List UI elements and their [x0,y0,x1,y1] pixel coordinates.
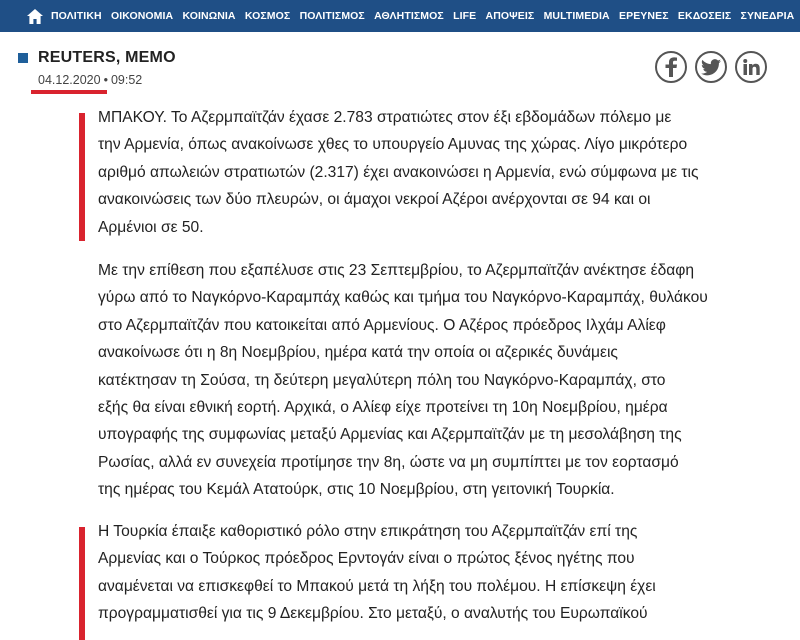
nav-item-athlitismos[interactable]: ΑΘΛΗΤΙΣΜΟΣ [374,10,444,22]
linkedin-icon [743,59,760,75]
paragraph-line: ανακοίνωσε ότι η 8η Νοεμβρίου, ημέρα κατά την οποία οι αζερικές δυνάμεις [98,344,618,362]
paragraph-line: Ρωσίας, αλλά εν συνεχεία προτίμησε την 8η, ώστε να μη συμπίπτει με τον εορτασμό [98,453,679,471]
nav-item-oikonomia[interactable]: ΟΙΚΟΝΟΜΙΑ [110,10,174,22]
home-icon[interactable] [27,8,43,24]
paragraph-line: κατέκτησαν τη Σούσα, τη δεύτερη μεγαλύτερη πόλη του Ναγκόρνο-Καραμπάχ, στο [98,371,666,389]
paragraph-line: ανακοινώσεις των δύο πλευρών, οι άμαχοι νεκροί Αζέροι ανέρχονται σε 94 και οι [98,191,651,209]
article-dateline [38,73,142,87]
facebook-icon [664,57,678,77]
nav-item-synedria[interactable]: ΣΥΝΕΔΡΙΑ [740,10,795,22]
paragraph-line: υπογραφής της συμφωνίας μεταξύ Αρμενίας και Αζερμπαϊτζάν με τη μεσολάβηση της [98,426,682,444]
paragraph-line: την Αρμενία, όπως ανακοίνωσε χθες το υπουργείο Αμυνας της χώρας. Λίγο μικρότερο [98,136,688,154]
nav-item-kosmos[interactable]: ΚΟΣΜΟΣ [244,10,291,22]
top-navbar [0,0,800,32]
article-paragraph-3 [98,518,778,628]
quote-marker-bar [79,113,85,241]
nav-item-koinonia[interactable]: ΚΟΙΝΩΝΙΑ [182,10,236,22]
paragraph-line: αναμένεται να επισκεφθεί το Μπακού μετά τη λήξη του πολέμου. Η επίσκεψη έχει [98,577,656,595]
paragraph-line: γύρω από το Ναγκόρνο-Καραμπάχ καθώς και τμήμα του Ναγκόρνο-Καραμπάχ, θυλάκου [98,289,708,307]
paragraph-line: ΜΠΑΚΟΥ. Το Αζερμπαϊτζάν έχασε 2.783 στρατιώτες στον έξι εβδομάδων πόλεμο με [98,109,672,126]
paragraph-line: Αρμενίας και ο Τούρκος πρόεδρος Ερντογάν είναι ο πρώτος ξένος ηγέτης που [98,550,635,568]
nav-item-life[interactable]: LIFE [453,10,477,22]
paragraph-line: εξής θα είναι εθνική εορτή. Αρχικά, ο Αλίεφ είχε προτείνει τη 10η Νοεμβρίου, ημέρα [98,399,668,417]
nav-menu [51,10,800,22]
paragraph-line: προγραμματισθεί για τις 9 Δεκεμβρίου. Στο μεταξύ, ο αναλυτής του Ευρωπαϊκού [98,605,648,623]
linkedin-share-button[interactable] [735,51,767,83]
nav-item-ekdoseis[interactable]: ΕΚΔΟΣΕΙΣ [677,10,732,22]
article-paragraph-2 [98,257,778,504]
paragraph-line: της ημέρας του Κεμάλ Ατατούρκ, στις 10 Νοεμβρίου, στη γειτονική Τουρκία. [98,481,615,499]
date-underline [31,90,107,94]
quote-marker-bar [79,527,85,640]
paragraph-line: Αρμένιοι σε 50. [98,218,204,236]
paragraph-line: στο Αζερμπαϊτζάν που κατοικείται από Αρμενίους. Ο Αζέρος πρόεδρος Ιλχάμ Αλίεφ [98,316,666,334]
paragraph-line: Η Τουρκία έπαιξε καθοριστικό ρόλο στην επικράτηση του Αζερμπαϊτζάν επί της [98,523,638,540]
source-label: REUTERS, MEMO [38,49,176,66]
nav-item-politiki[interactable]: ΠΟΛΙΤΙΚΗ [51,10,102,22]
nav-item-politismos[interactable]: ΠΟΛΙΤΙΣΜΟΣ [299,10,365,22]
article-source [18,49,176,67]
article-paragraph-1 [98,104,778,241]
date-separator: • [103,73,108,87]
paragraph-line: Με την επίθεση που εξαπέλυσε στις 23 Σεπτεμβρίου, το Αζερμπαϊτζάν ανέκτησε έδαφη [98,262,695,279]
source-square-icon [18,53,28,63]
nav-item-erevnes[interactable]: ΕΡΕΥΝΕΣ [619,10,669,22]
paragraph-line: αριθμό απωλειών στρατιωτών (2.317) έχει ανακοινώσει η Αρμενία, ενώ σύμφωνα με τις [98,163,699,181]
article-time: 09:52 [110,73,143,87]
twitter-share-button[interactable] [695,51,727,83]
nav-item-multimedia[interactable]: MULTIMEDIA [543,10,610,22]
article-date: 04.12.2020 [38,73,101,87]
twitter-icon [701,59,721,76]
nav-item-apopseis[interactable]: ΑΠΟΨΕΙΣ [485,10,535,22]
facebook-share-button[interactable] [655,51,687,83]
